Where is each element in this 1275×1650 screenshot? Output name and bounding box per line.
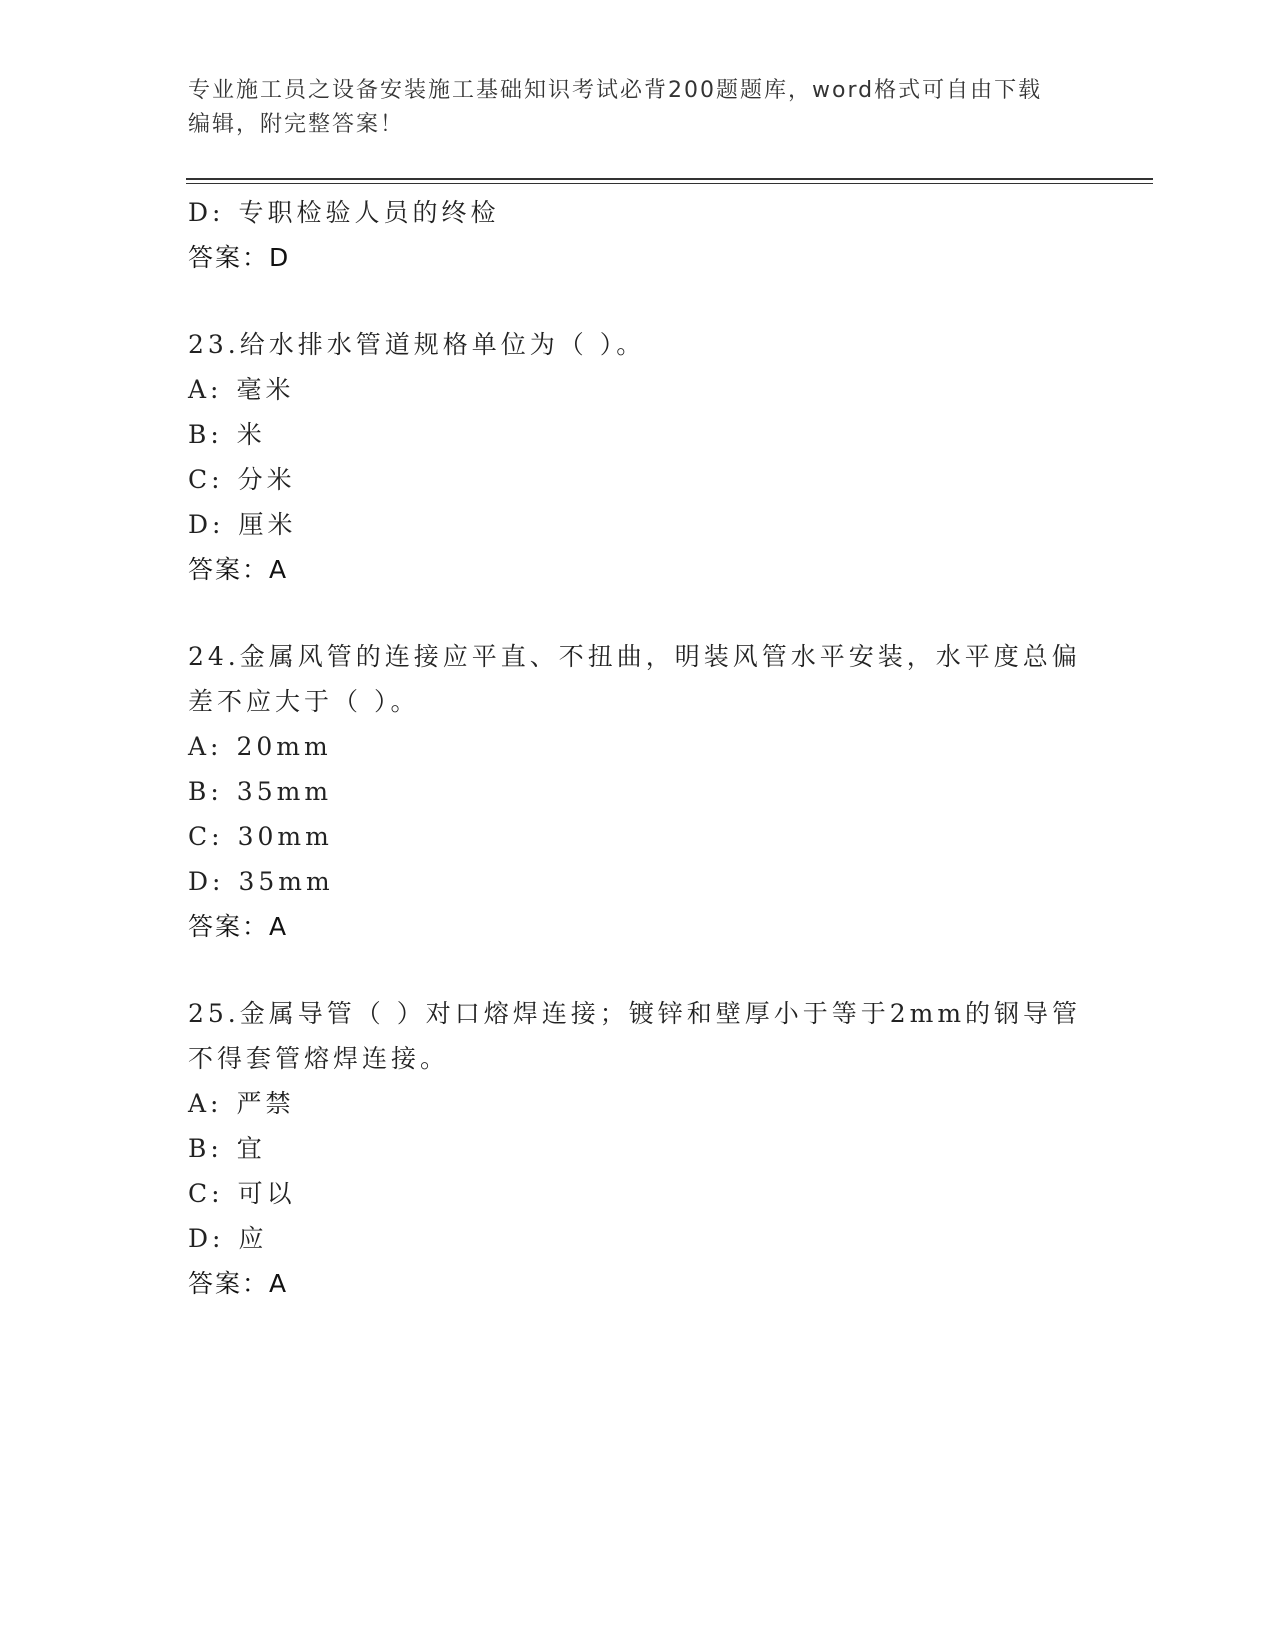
option-text: 35mm [236,777,333,806]
option-b [188,769,1088,814]
option-d [188,502,1088,547]
option-c [188,1171,1088,1216]
option-d-previous [188,190,1088,235]
option-a [188,1081,1088,1126]
question-25 [188,991,1088,1307]
option-label: B: [188,1134,223,1163]
question-24 [188,634,1088,950]
option-label: B: [188,420,223,449]
question-23 [188,322,1088,593]
option-label: C: [188,1179,224,1208]
option-label: D: [188,867,225,896]
option-label: C: [188,822,224,851]
option-text: 毫米 [236,375,295,404]
option-label: A: [188,732,223,761]
question-content [188,190,1088,1307]
spacer [188,593,1088,634]
option-text: 专职检验人员的终检 [238,198,500,227]
option-text: 20mm [236,732,332,761]
option-c [188,814,1088,859]
option-text: 严禁 [236,1089,295,1118]
option-text: 可以 [237,1179,296,1208]
option-text: 厘米 [238,510,297,539]
question-text-line-2: 差不应大于（ ）。 [188,687,420,716]
option-label: C: [188,465,224,494]
spacer [188,950,1088,991]
option-text: 宜 [236,1134,266,1163]
option-text: 米 [236,420,266,449]
header-line-1: 专业施工员之设备安装施工基础知识考试必背200题题库，word格式可自由下载 [188,78,1043,103]
option-text: 分米 [237,465,296,494]
option-b [188,412,1088,457]
answer: 答案：A [188,912,289,941]
option-text: 应 [238,1224,268,1253]
option-d [188,1216,1088,1261]
option-a [188,724,1088,769]
option-d [188,859,1088,904]
option-label: D: [188,198,225,227]
question-text-line-1: 25.金属导管（ ）对口熔焊连接；镀锌和壁厚小于等于2mm的钢导管 [188,999,1082,1028]
option-text: 35mm [238,867,334,896]
option-label: A: [188,375,223,404]
header-divider-thick [186,178,1153,180]
answer: 答案：A [188,555,289,584]
option-b [188,1126,1088,1171]
option-a [188,367,1088,412]
option-label: B: [188,777,223,806]
question-text-line-1: 24.金属风管的连接应平直、不扭曲，明装风管水平安装，水平度总偏 [188,642,1081,671]
answer: 答案：A [188,1269,289,1298]
option-label: D: [188,1224,225,1253]
answer-previous: 答案：D [188,243,291,272]
question-text-line-2: 不得套管熔焊连接。 [188,1044,450,1073]
option-c [188,457,1088,502]
question-text: 23.给水排水管道规格单位为（ ）。 [188,330,646,359]
option-label: D: [188,510,225,539]
header-divider-thin [186,183,1153,184]
option-label: A: [188,1089,223,1118]
header-line-2: 编辑，附完整答案！ [188,112,405,137]
document-header [188,74,1088,142]
spacer [188,281,1088,322]
option-text: 30mm [237,822,333,851]
